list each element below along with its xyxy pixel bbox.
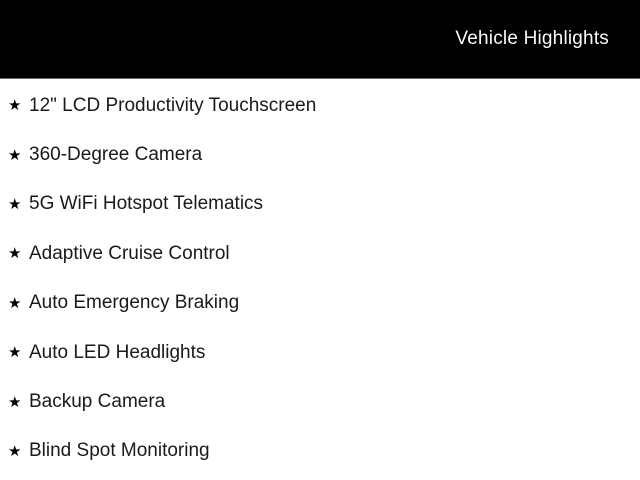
list-item xyxy=(8,279,640,328)
list-item xyxy=(8,229,640,278)
star-icon: ★ xyxy=(8,96,22,115)
highlights-list xyxy=(0,79,640,476)
highlight-label: Auto Emergency Braking xyxy=(29,292,240,314)
list-item xyxy=(8,130,640,179)
list-item xyxy=(8,377,640,426)
list-item xyxy=(8,328,640,377)
star-icon: ★ xyxy=(8,441,22,460)
star-icon: ★ xyxy=(8,145,22,164)
list-item xyxy=(8,81,640,130)
star-icon: ★ xyxy=(8,194,22,213)
highlight-label: Blind Spot Monitoring xyxy=(29,440,210,462)
page-title: Vehicle Highlights xyxy=(455,28,609,49)
highlight-label: Auto LED Headlights xyxy=(29,341,206,363)
star-icon: ★ xyxy=(8,343,22,362)
highlight-label: Backup Camera xyxy=(29,391,166,413)
highlight-label: Adaptive Cruise Control xyxy=(29,242,230,264)
list-item xyxy=(8,180,640,229)
highlight-label: 12" LCD Productivity Touchscreen xyxy=(29,94,317,116)
vehicle-highlights-header xyxy=(0,0,640,79)
highlight-label: 360-Degree Camera xyxy=(29,144,203,166)
star-icon: ★ xyxy=(8,392,22,411)
highlight-label: 5G WiFi Hotspot Telematics xyxy=(29,193,264,215)
list-item xyxy=(8,427,640,476)
star-icon: ★ xyxy=(8,244,22,263)
star-icon: ★ xyxy=(8,293,22,312)
